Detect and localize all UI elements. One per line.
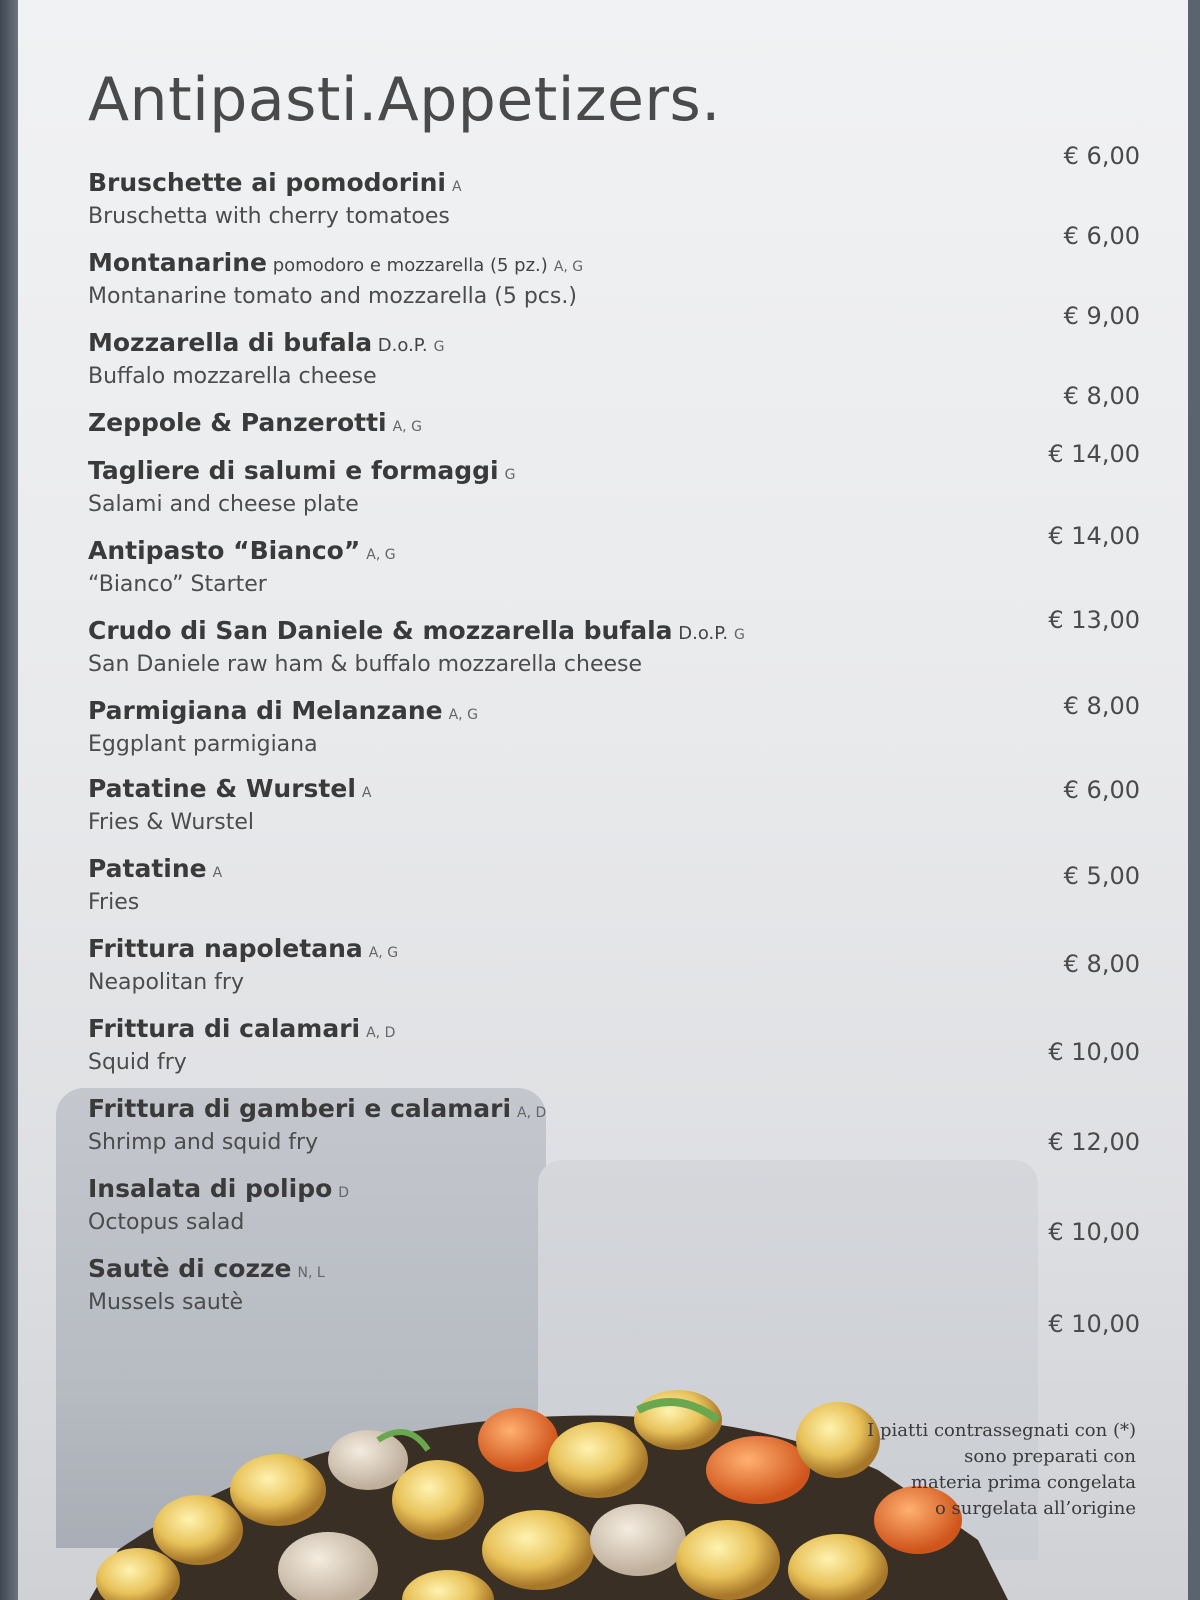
item-name-line [88,536,1158,570]
item-allergens: A [361,785,372,801]
menu-item [88,606,1158,696]
menu-item [88,692,1158,776]
item-description: Eggplant parmigiana [88,732,318,757]
item-name-line [88,408,1158,442]
item-price: € 10,00 [1048,1038,1140,1066]
item-allergens: A, G [368,945,399,961]
item-name-line [88,168,1158,202]
item-name: Frittura di gamberi e calamari [88,1094,512,1123]
item-name-line [88,1094,1158,1128]
menu-item [88,440,1158,536]
menu-item [88,934,1158,1014]
menu-item [88,774,1158,854]
item-description: Mussels sautè [88,1290,243,1315]
frozen-ingredients-note [836,1418,1136,1522]
note-line: I piatti contrassegnati con (*) [867,1420,1136,1441]
item-name-line [88,774,1158,808]
item-name-line [88,616,1158,650]
menu-item [88,522,1158,616]
item-description: Shrimp and squid fry [88,1130,319,1155]
item-allergens: G [433,339,445,355]
item-price: € 14,00 [1048,440,1140,468]
item-name: Mozzarella di bufala [88,328,373,357]
page-edge-shadow [0,0,18,1600]
item-name-line [88,1174,1158,1208]
item-detail: pomodoro e mozzarella (5 pz.) [267,255,548,276]
item-name-line [88,248,1158,282]
item-description: “Bianco” Starter [88,572,267,597]
item-allergens: G [734,627,745,643]
item-name: Crudo di San Daniele & mozzarella bufala [88,616,673,645]
item-allergens: G [504,467,516,483]
item-name: Sautè di cozze [88,1254,292,1283]
item-name-line [88,934,1158,968]
item-detail: D.o.P. [672,623,729,644]
menu-item [88,1254,1158,1338]
menu-item [88,1014,1158,1094]
item-name: Parmigiana di Melanzane [88,696,443,725]
item-price: € 5,00 [1063,862,1140,890]
item-name-line [88,456,1158,490]
item-allergens: A [451,179,462,195]
menu-item [88,854,1158,934]
item-name: Antipasto “Bianco” [88,536,361,565]
item-name: Bruschette ai pomodorini [88,168,446,197]
note-line: materia prima congelata [910,1472,1136,1493]
item-price: € 10,00 [1048,1218,1140,1246]
item-name: Montanarine [88,248,267,277]
item-price: € 14,00 [1048,522,1140,550]
menu-item [88,222,1158,328]
item-name: Tagliere di salumi e formaggi [88,456,499,485]
item-price: € 10,00 [1048,1310,1140,1338]
item-name: Frittura napoletana [88,934,363,963]
item-name-line [88,328,1158,362]
item-allergens: N, L [297,1265,325,1281]
item-description: Salami and cheese plate [88,492,359,517]
menu-page [18,0,1188,1600]
item-name: Zeppole & Panzerotti [88,408,387,437]
item-name: Frittura di calamari [88,1014,361,1043]
menu-item [88,302,1158,408]
item-price: € 8,00 [1063,692,1140,720]
item-description: Bruschetta with cherry tomatoes [88,204,450,229]
item-price: € 13,00 [1048,606,1140,634]
item-allergens: A, D [517,1105,547,1121]
item-allergens: A, G [392,419,422,435]
item-allergens: A, G [448,707,478,723]
menu-item [88,142,1158,248]
item-description: Buffalo mozzarella cheese [88,364,377,389]
item-description: Fries & Wurstel [88,810,255,835]
menu-item [88,1094,1158,1174]
item-name-line [88,696,1158,730]
item-price: € 9,00 [1063,302,1140,330]
item-name-line [88,854,1158,888]
item-name: Insalata di polipo [88,1174,333,1203]
note-line: sono preparati con [964,1446,1136,1467]
item-description: Montanarine tomato and mozzarella (5 pcs.) [88,284,577,309]
item-allergens: A, G [553,259,584,275]
note-line: o surgelata all’origine [934,1498,1136,1519]
item-name-line [88,1254,1158,1288]
menu-item [88,1174,1158,1254]
item-allergens: A, G [366,547,396,563]
item-price: € 6,00 [1063,222,1140,250]
item-description: Neapolitan fry [88,970,244,995]
item-price: € 8,00 [1063,950,1140,978]
item-detail: D.o.P. [372,335,428,356]
item-name: Patatine [88,854,207,883]
item-price: € 6,00 [1063,142,1140,170]
item-description: Fries [88,890,140,915]
item-allergens: A, D [366,1025,396,1041]
item-name-line [88,1014,1158,1048]
item-price: € 6,00 [1063,776,1140,804]
item-allergens: A [212,865,223,881]
item-description: San Daniele raw ham & buffalo mozzarella cheese [88,652,643,677]
item-description: Octopus salad [88,1210,245,1235]
item-name: Patatine & Wurstel [88,774,356,803]
item-description: Squid fry [88,1050,187,1075]
item-price: € 12,00 [1048,1128,1140,1156]
item-price: € 8,00 [1063,382,1140,410]
item-allergens: D [338,1185,350,1201]
page-title: Antipasti.Appetizers. [88,65,721,135]
